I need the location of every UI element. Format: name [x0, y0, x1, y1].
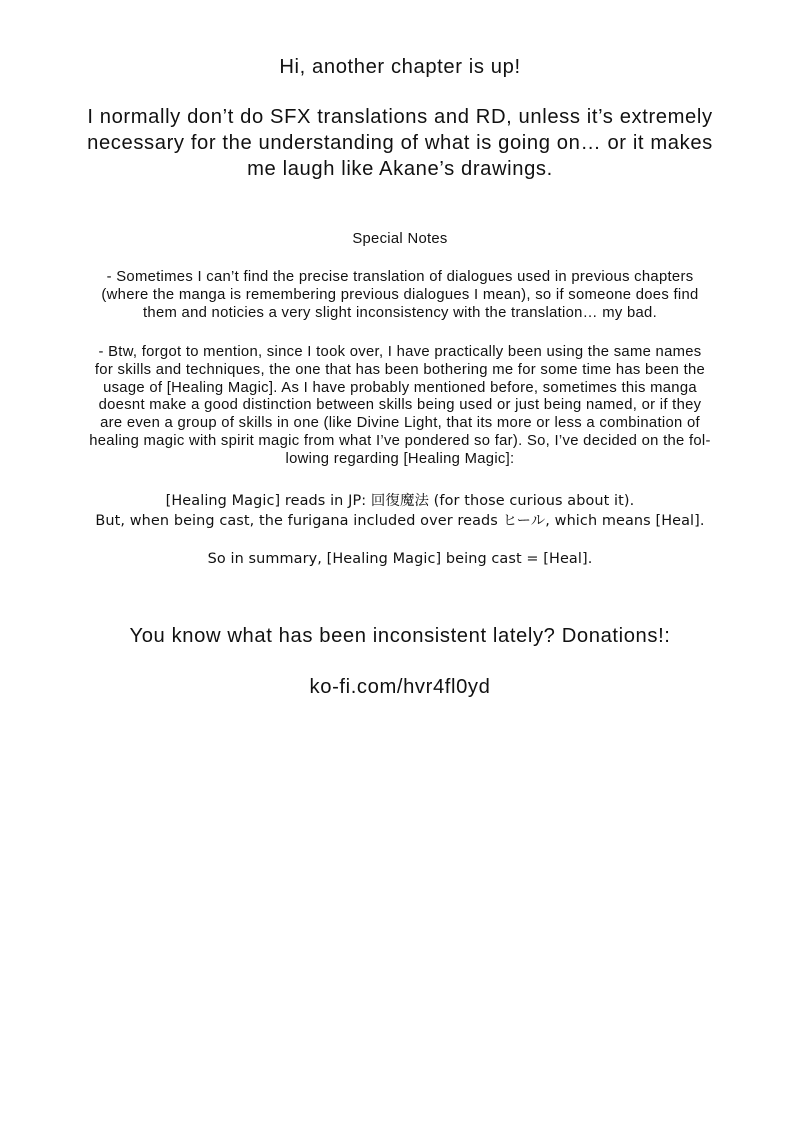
kofi-link-text: ko-fi.com/hvr4fl0yd: [309, 676, 491, 698]
intro-line: necessary for the understanding of what is going on… or it makes: [87, 132, 713, 154]
note-line: - Sometimes I can’t find the precise translation of dialogues used in previous chapters: [106, 269, 694, 285]
note-line: (where the manga is remembering previous dialogues I mean), so if someone does find: [101, 286, 699, 303]
summary-line: So in summary, [Healing Magic] being cast = [Heal].: [207, 551, 593, 567]
greeting-text: [0, 54, 800, 80]
note-line: usage of [Healing Magic]. As I have probably mentioned before, sometimes this manga: [103, 379, 697, 396]
note-line: are even a group of skills in one (like Divine Light, that its more or less a combination of: [100, 415, 700, 432]
kofi-link: [0, 674, 800, 700]
note-line: - Btw, forgot to mention, since I took over, I have practically been using the same names: [98, 344, 702, 360]
donation-prompt: [0, 623, 800, 649]
special-notes-title: Special Notes: [352, 231, 448, 247]
intro-paragraph: [0, 104, 800, 182]
summary-text: [0, 549, 800, 569]
intro-line: I normally don’t do SFX translations and RD, unless it’s extremely: [87, 106, 713, 128]
reading-line: [Healing Magic] reads in JP: 回復魔法 (for those curious about it).: [165, 493, 635, 509]
note-line: healing magic with spirit magic from what I’ve pondered so far). So, I’ve decided on the fol-: [89, 432, 711, 449]
note-line: doesnt make a good distinction between skills being used or just being named, or if they: [98, 397, 702, 414]
donation-prompt-line: You know what has been inconsistent lately? Donations!:: [129, 625, 671, 647]
note-line: lowing regarding [Healing Magic]:: [285, 450, 515, 467]
intro-line: me laugh like Akane’s drawings.: [247, 158, 553, 180]
reading-line: But, when being cast, the furigana included over reads ヒール, which means [Heal].: [95, 513, 705, 529]
note-line: them and noticies a very slight inconsistency with the translation… my bad.: [142, 304, 658, 321]
note-line: for skills and techniques, the one that has been bothering me for some time has been the: [94, 361, 706, 378]
greeting-line: Hi, another chapter is up!: [279, 56, 521, 78]
healing-magic-reading: [0, 491, 800, 531]
special-notes-heading: [0, 231, 800, 249]
note-dialogue-translation: [0, 269, 800, 322]
note-healing-magic: [0, 344, 800, 469]
